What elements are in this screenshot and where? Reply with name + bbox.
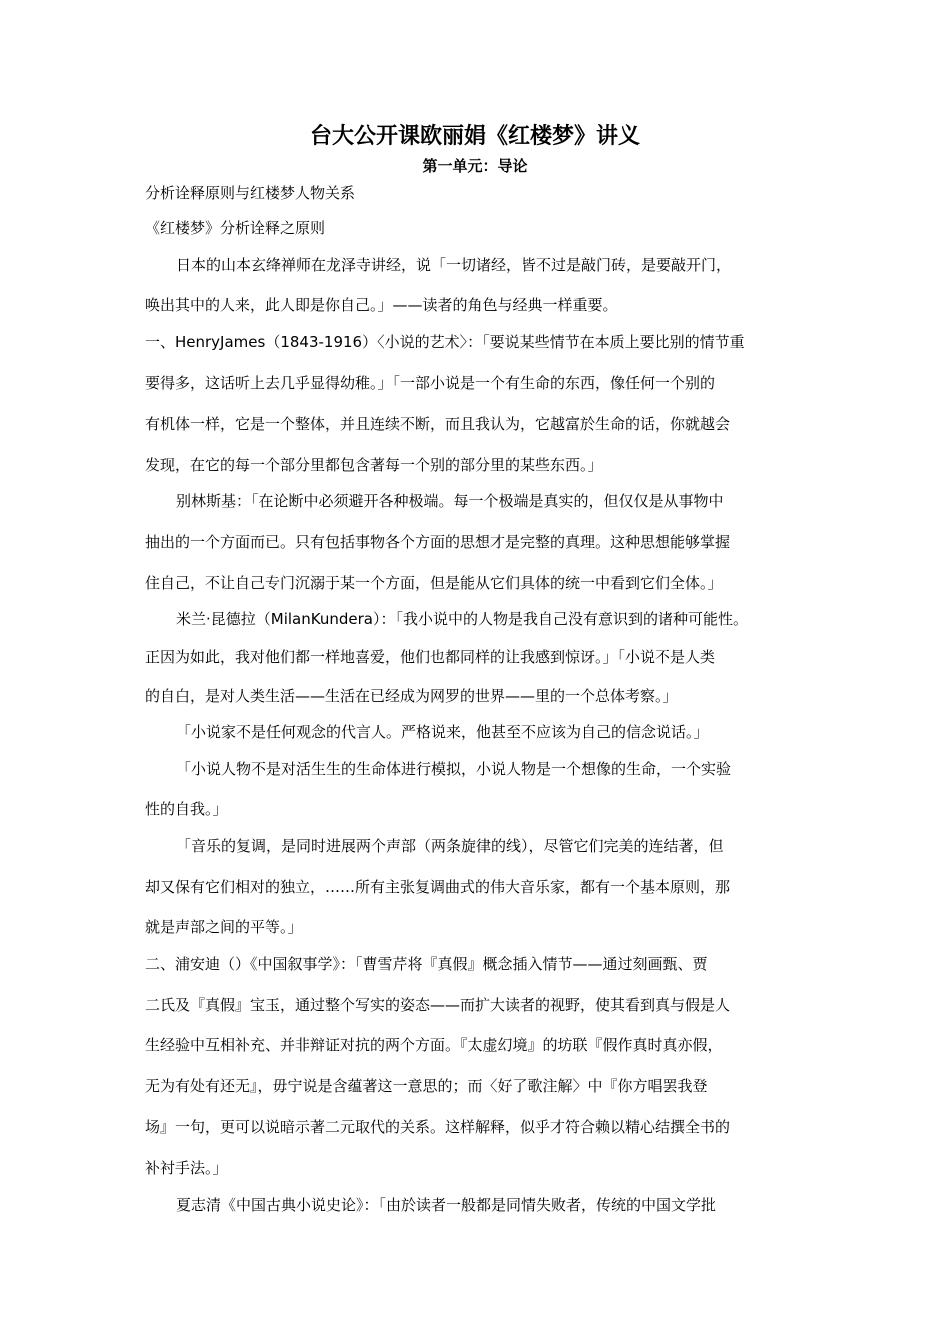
document-subtitle: 第一单元：导论: [422, 157, 528, 175]
paragraph-line: 「小说家不是任何观念的代言人。严格说来，他甚至不应该为自己的信念说话。」: [176, 723, 709, 741]
paragraph-line: 「音乐的复调，是同时进展两个声部（两条旋律的线），尽管它们完美的连结著，但: [176, 837, 724, 855]
paragraph-line: 补衬手法。」: [145, 1159, 228, 1177]
paragraph-line: 场』一句，更可以说暗示著二元取代的关系。这样解释，似乎才符合赖以精心结撰全书的: [145, 1118, 731, 1136]
paragraph-line: 日本的山本玄绛禅师在龙泽寺讲经，说「一切诸经，皆不过是敲门砖，是要敲开门，: [176, 256, 732, 274]
paragraph-line: 生经验中互相补充、并非辩证对抗的两个方面。『太虚幻境』的坊联『假作真时真亦假，: [145, 1036, 723, 1054]
paragraph-line: 有机体一样，它是一个整体，并且连续不断，而且我认为，它越富於生命的话，你就越会: [145, 415, 731, 433]
paragraph-line: 抽出的一个方面而已。只有包括事物各个方面的思想才是完整的真理。这种思想能够掌握: [145, 533, 731, 551]
section-heading: 《红楼梦》分析诠释之原则: [145, 219, 326, 237]
section-heading: 分析诠释原则与红楼梦人物关系: [145, 184, 356, 202]
paragraph-line: 要得多，这话听上去几乎显得幼稚。」「一部小说是一个有生命的东西，像任何一个别的: [145, 374, 716, 392]
paragraph-line: 一、HenryJames（1843-1916）〈小说的艺术〉：「要说某些情节在本质上要比别的情节重: [145, 333, 745, 351]
paragraph-line: 夏志清《中国古典小说史论》：「由於读者一般都是同情失败者，传统的中国文学批: [176, 1196, 717, 1214]
paragraph-line: 的自白，是对人类生活——生活在已经成为网罗的世界——里的一个总体考察。」: [145, 687, 678, 705]
document-title: 台大公开课欧丽娟《红楼梦》讲义: [309, 124, 640, 149]
paragraph-line: 别林斯基：「在论断中必须避开各种极端。每一个极端是真实的，但仅仅是从事物中: [176, 492, 724, 510]
paragraph-line: 二、浦安迪（）《中国叙事学》：「曹雪芹将『真假』概念插入情节——通过刻画甄、贾: [145, 955, 708, 973]
paragraph-line: 却又保有它们相对的独立，……所有主张复调曲式的伟大音乐家，都有一个基本原则，那: [145, 878, 731, 896]
paragraph-line: 就是声部之间的平等。」: [145, 918, 303, 936]
paragraph-line: 发现，在它的每一个部分里都包含著每一个别的部分里的某些东西。」: [145, 456, 603, 474]
paragraph-line: 「小说人物不是对活生生的生命体进行模拟，小说人物是一个想像的生命，一个实验: [176, 760, 732, 778]
paragraph-line: 米兰·昆德拉（MilanKundera）：「我小说中的人物是我自己没有意识到的诸种可能性。: [176, 610, 748, 628]
paragraph-line: 性的自我。」: [145, 800, 228, 818]
paragraph-line: 二氏及『真假』宝玉，通过整个写实的姿态——而扩大读者的视野，使其看到真与假是人: [145, 996, 731, 1014]
paragraph-line: 住自己，不让自己专门沉溺于某一个方面，但是能从它们具体的统一中看到它们全体。」: [145, 574, 723, 592]
paragraph-line: 唤出其中的人来，此人即是你自己。」——读者的角色与经典一样重要。: [145, 296, 618, 314]
paragraph-line: 无为有处有还无』，毋宁说是含蕴著这一意思的；而〈好了歌注解〉中『你方唱罢我登: [145, 1077, 708, 1095]
paragraph-line: 正因为如此，我对他们都一样地喜爱，他们也都同样的让我感到惊讶。」「小说不是人类: [145, 648, 716, 666]
